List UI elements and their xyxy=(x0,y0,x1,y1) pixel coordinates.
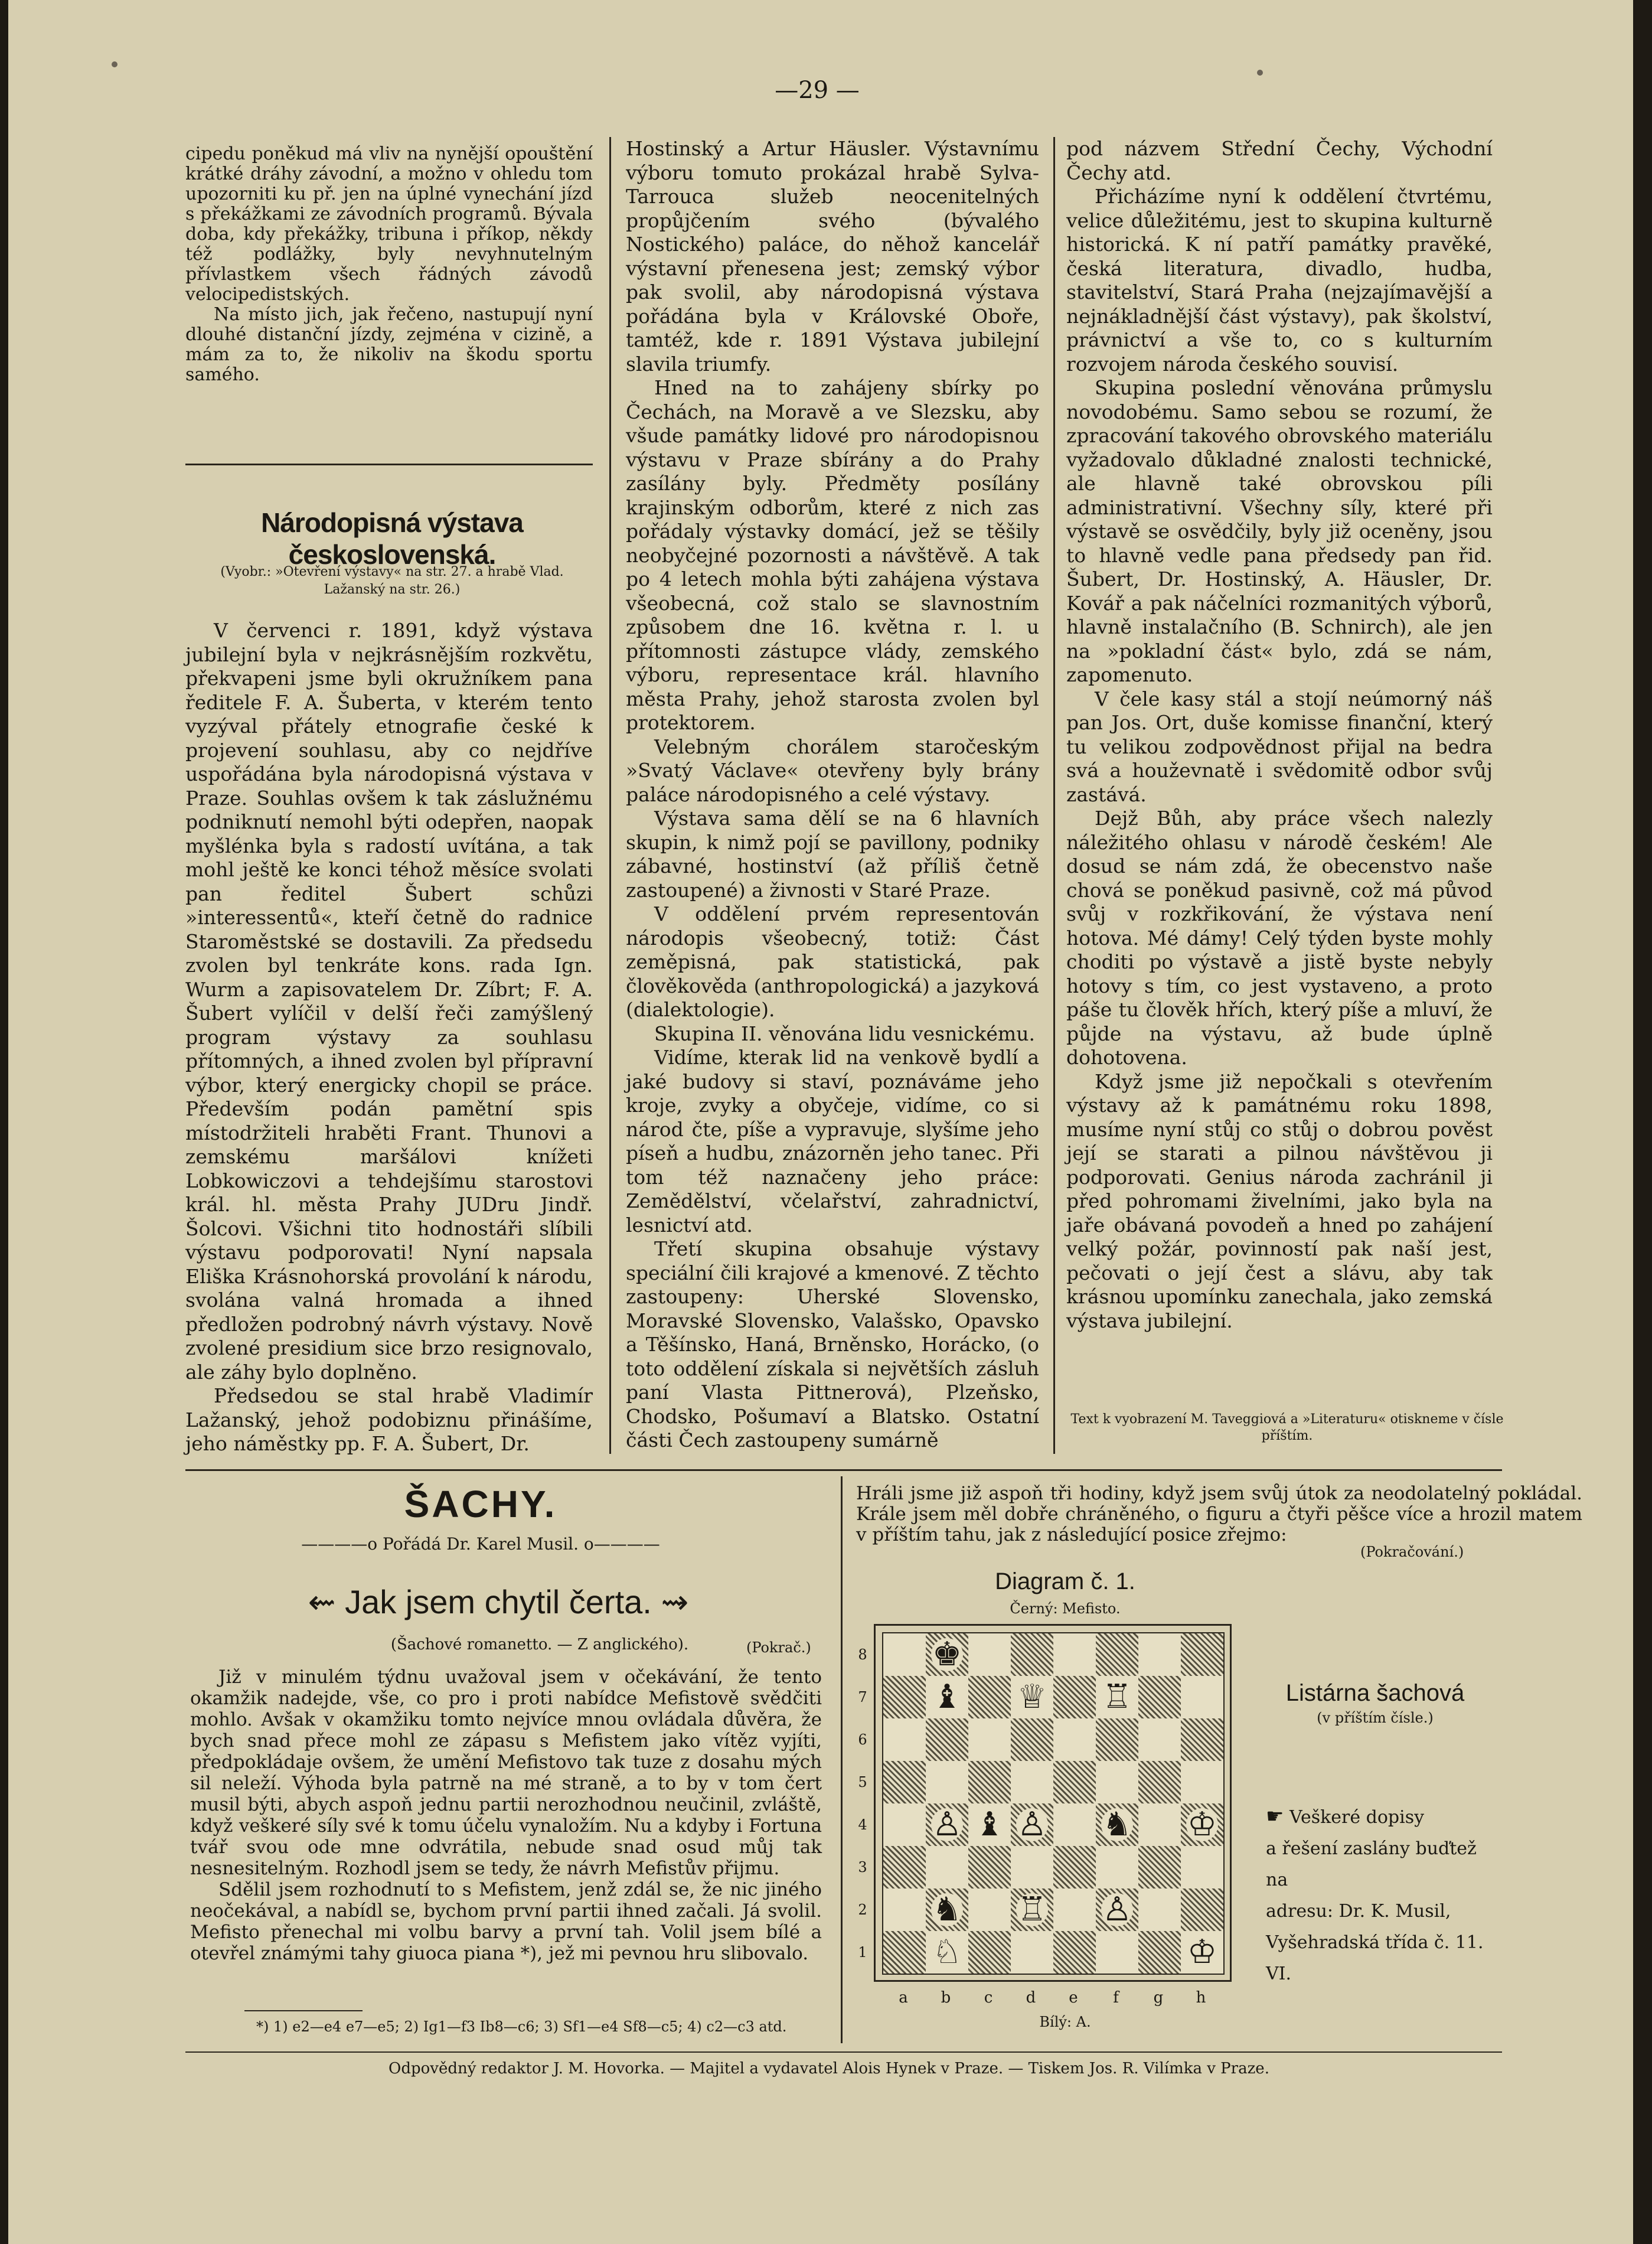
paragraph: Třetí skupina obsahuje výstavy speciální čili krajové a kmenové. Z těchto zastoupeny: Uherské Slovensko, Moravské Slovensko, Valašsko, Opavsko a Těšínsko, Haná, Brněnsko, Horácko, (o toto oddělení získala si největších zásluh paní Vlasta Pittnerová), Plzeňsko, Chodsko, Pošumaví a Blatsko. Ostatní části Čech zastoupeny sumárně xyxy=(626,1237,1039,1452)
board-square xyxy=(1181,1889,1223,1931)
chess-piece-icon: ♖ xyxy=(1017,1890,1047,1929)
file-label: b xyxy=(941,1989,951,2007)
board-square xyxy=(1138,1803,1181,1846)
board-square xyxy=(926,1931,968,1974)
board-square xyxy=(968,1676,1011,1718)
image-note: Text k vyobrazení M. Taveggiová a »Literaturu« otiskneme v čísle příštím. xyxy=(1070,1412,1504,1443)
story-subtitle: (Šachové romanetto. — Z anglického). xyxy=(390,1636,689,1653)
board-square xyxy=(883,1846,926,1889)
chess-piece-icon: ♔ xyxy=(1187,1805,1217,1844)
board-square xyxy=(1138,1889,1181,1931)
board-square xyxy=(883,1803,926,1846)
paragraph: Přicházíme nyní k oddělení čtvrtému, velice důležitému, jest to skupina kulturně historická. K ní patří památky pravěké, česká literatura, divadlo, hudba, stavitelství, Stará Praha (nejzajímavější a nejnákladnější část výstavy), pak školství, právnictví a vše to, co s kulturním rozvojem národa českého souvisí. xyxy=(1066,185,1493,376)
paragraph: V červenci r. 1891, když výstava jubilejní byla v nejkrásnějším rozkvětu, překvapeni jsme byli okružníkem pana ředitele F. A. Šuberta, v kterém tento vyzýval přátely etnografie české k projevení souhlasu, aby co nejdříve uspořádána byla národopisná výstava v Praze. Souhlas ovšem k tak záslužnému podniknutí nemohl býti odepřen, naopak myšlénka byla s radostí uvítána, a tak mohl ještě ke konci téhož měsíce svolati pan ředitel Šubert schůzi »interessentů«, kteří četně do radnice Staroměstské se dostavili. Za předsedu zvolen byl tenkráte kons. rada Ign. Wurm a zapisovatelem Dr. Zíbrt; F. A. Šubert vylíčil v delší řeči zamýšlený program výstavy za souhlasu přítomných, a ihned zvolen byl přípravní výbor, který energicky chopil se práce. Především podán pamětní spis místodržiteli hraběti Frant. Thunovi a zemskému maršálovi knížeti Lobkowiczovi a tehdejšímu starostovi král. hl. města Prahy JUDru Jindř. Šolcovi. Všichni tito hodnostáři slíbili výstavu podporovati! Nyní napsala Eliška Krásnohorská provolání k národu, svolána valná hromada a ihned předložen podrobný návrh výstavy. Nově zvolené presidium sice brzo resignovalo, ale záhy bylo doplněno. xyxy=(185,619,593,1384)
chess-piece-icon: ♝ xyxy=(974,1805,1005,1844)
paragraph: Výstava sama dělí se na 6 hlavních skupin, k nimž pojí se pavillony, podniky zábavné, hostinství (až příliš četně zastoupené) a živnosti v Staré Praze. xyxy=(626,807,1039,902)
file-label: c xyxy=(984,1989,993,2007)
chess-board xyxy=(882,1632,1225,1975)
file-label: d xyxy=(1026,1989,1036,2007)
column-rule xyxy=(1053,137,1055,1454)
board-square xyxy=(883,1889,926,1931)
paragraph: Hostinský a Artur Häusler. Výstavnímu výboru tomuto prokázal hrabě Sylva-Tarrouca služeb neocenitelných propůjčením svého (bývalého Nostického) paláce, do něhož kancelář výstavní přenesena jest; zemský výbor pak svolil, aby národopisná výstava pořádána byla v Královské Oboře, tamtéž, kde r. 1891 Výstava jubilejní slavila triumfy. xyxy=(626,137,1039,376)
chess-editor-line: ————o Pořádá Dr. Karel Musil. o———— xyxy=(301,1534,660,1554)
chess-piece-icon: ♙ xyxy=(1102,1890,1132,1929)
board-square xyxy=(883,1676,926,1718)
rank-label: 6 xyxy=(858,1731,867,1748)
board-square xyxy=(1053,1803,1096,1846)
board-square xyxy=(1138,1846,1181,1889)
board-square xyxy=(968,1889,1011,1931)
board-square xyxy=(1096,1931,1138,1974)
address-line: VI. xyxy=(1266,1964,1292,1984)
board-square xyxy=(1181,1761,1223,1803)
board-square xyxy=(1011,1931,1053,1974)
board-square xyxy=(883,1931,926,1974)
board-square xyxy=(1138,1633,1181,1676)
white-player-label: Bílý: A. xyxy=(1039,2014,1091,2030)
paragraph: pod názvem Střední Čechy, Východní Čechy atd. xyxy=(1066,137,1493,184)
section-divider xyxy=(185,1469,1502,1471)
chess-piece-icon: ♔ xyxy=(1187,1933,1217,1971)
board-square xyxy=(1053,1676,1096,1718)
page-number: —29 — xyxy=(775,77,860,104)
chess-piece-icon: ♞ xyxy=(1102,1805,1132,1844)
newspaper-page xyxy=(8,0,1633,2244)
paragraph: Předsedou se stal hrabě Vladimír Lažanský, jehož podobiznu přinášíme, jeho náměstky pp. F. A. Šubert, Dr. xyxy=(185,1384,593,1455)
black-player-label: Černý: Mefisto. xyxy=(1010,1600,1121,1617)
rank-label: 4 xyxy=(858,1816,867,1833)
paragraph: Na místo jich, jak řečeno, nastupují nyní dlouhé distanční jízdy, zejména v cizině, a mám za to, že nikoliv na škodu sportu samého. xyxy=(185,304,593,385)
address-line: adresu: Dr. K. Musil, xyxy=(1266,1901,1451,1922)
board-square xyxy=(1011,1633,1053,1676)
board-square xyxy=(1096,1633,1138,1676)
board-square xyxy=(1053,1633,1096,1676)
paragraph: cipedu poněkud má vliv na nynější opouštění krátké dráhy závodní, a možno v ohledu tom upozorniti ku př. jen na úplné vynechání jízd s překážkami ze závodních programů. Bývala doba, kdy překážky, tribuna i příkop, někdy též podlážky, byly nevyhnutelným přívlastkem všech řádných závodů velocipedistských. xyxy=(185,143,593,305)
chess-piece-icon: ♘ xyxy=(932,1933,962,1971)
column-rule xyxy=(841,1476,843,2043)
column-1-article xyxy=(185,619,593,1456)
diagram-title: Diagram č. 1. xyxy=(995,1568,1135,1594)
board-square xyxy=(968,1846,1011,1889)
board-square xyxy=(1138,1676,1181,1718)
board-square xyxy=(883,1761,926,1803)
board-square xyxy=(1053,1761,1096,1803)
board-square xyxy=(968,1931,1011,1974)
imprint-rule xyxy=(185,2051,1502,2053)
board-square xyxy=(1011,1846,1053,1889)
board-square xyxy=(1096,1761,1138,1803)
continued-marker: (Pokračování.) xyxy=(1360,1544,1464,1560)
board-square xyxy=(1053,1889,1096,1931)
board-square xyxy=(1011,1676,1053,1718)
rank-label: 1 xyxy=(858,1944,867,1961)
board-square xyxy=(1138,1718,1181,1761)
board-square xyxy=(1096,1676,1138,1718)
paragraph: Hned na to zahájeny sbírky po Čechách, na Moravě a ve Slezsku, aby všude památky lidové pro národopisnou výstavu v Praze sbírány a do Prahy zasílány byly. Předměty posílány krajinským odborům, které z nich zas pořádaly výstavky domácí, jež se těšily neobyčejné pozornosti a návštěvě. A tak po 4 letech mohla býti zahájena výstava všeobecná, což stalo se slavnostním způsobem dne 16. května r. l. u přítomnosti zástupce vlády, zemského výboru, representace král. hlavního města Prahy, jehož starosta zvolen byl protektorem. xyxy=(626,376,1039,734)
paragraph: V oddělení prvém representován národopis všeobecný, totiž: Část zeměpisná, pak statistická, pak člověkověda (anthropologická) a jazyková (dialektologie). xyxy=(626,902,1039,1021)
board-square xyxy=(926,1803,968,1846)
board-square xyxy=(1053,1846,1096,1889)
chess-mailbox-subtitle: (v příštím čísle.) xyxy=(1317,1710,1434,1726)
chess-piece-icon: ♙ xyxy=(932,1805,962,1844)
page-speck xyxy=(112,61,117,67)
paragraph: Již v minulém týdnu uvažoval jsem v očekávání, že tento okamžik nadejde, vše, co pro i proti nabídce Mefistově svědčiti mohlo. Avšak v okamžiku tomto nejvíce mnou ovládala důvěra, že bych snad přece mohl ze zápasu s Mefistem jako vítěz vyjíti, předpokládaje ovšem, že umění Mefistovo tak tuze z dosahu mých sil neleží. Výhoda byla patrně na mé straně, a to by v tom čert musil býti, abych aspoň jednu partii nerozhodnou neučinil, zvláště, když veškeré síly své k tomu účelu vynaložím. Nu a kdyby i Fortuna tvář svou ode mne odvrátila, nebude snad osud můj tak nesnesitelným. Rozhodl jsem se tedy, že návrh Mefistův přijmu. xyxy=(190,1666,822,1879)
board-square xyxy=(1181,1718,1223,1761)
board-square xyxy=(1096,1846,1138,1889)
board-square xyxy=(1181,1676,1223,1718)
board-square xyxy=(926,1676,968,1718)
board-square xyxy=(1181,1633,1223,1676)
chess-piece-icon: ♞ xyxy=(932,1890,962,1929)
paragraph: Skupina II. věnována lidu vesnickému. xyxy=(654,1022,1035,1045)
column-rule xyxy=(609,137,611,1454)
footnote: *) 1) e2—e4 e7—e5; 2) Ig1—f3 Ib8—c6; 3) Sf1—e4 Sf8—c5; 4) c2—c3 atd. xyxy=(256,2018,787,2035)
board-square xyxy=(1011,1803,1053,1846)
paragraph: Sdělil jsem rozhodnutí to s Mefistem, jenž zdál se, že nic jiného neočekával, a nabídl se, bychom první partii ihned začali. Já svolil. Mefisto přenechal mi volbu barvy a první tah. Volil jsem bílé a otevřel známými tahy giuoca piana *), jež mi pevnou hru slibovalo. xyxy=(190,1879,822,1964)
board-square xyxy=(1181,1931,1223,1974)
column-2-article xyxy=(626,137,1039,1453)
board-square xyxy=(926,1761,968,1803)
chess-piece-icon: ♖ xyxy=(1102,1678,1132,1716)
pointing-hand-icon: ☛ xyxy=(1266,1805,1284,1828)
chess-continuation-text: Hráli jsme již aspoň tři hodiny, když jsem svůj útok za neodolatelný pokládal. Krále jsem měl dobře chráněného, o figuru a čtyři pěšce více a hrozil matem v příštím tahu, jak z následující posice zřejmo: xyxy=(856,1483,1582,1545)
board-square xyxy=(1181,1846,1223,1889)
address-line: a řešení zaslány buďtež na xyxy=(1266,1838,1477,1890)
board-square xyxy=(1053,1718,1096,1761)
chess-mailbox-title: Listárna šachová xyxy=(1285,1680,1465,1706)
column-3-article xyxy=(1066,137,1493,1333)
file-label: f xyxy=(1113,1989,1119,2007)
board-square xyxy=(1011,1889,1053,1931)
address-line: Vyšehradská třída č. 11. xyxy=(1266,1932,1484,1953)
story-title: ⇜ Jak jsem chytil čerta. ⇝ xyxy=(308,1583,689,1620)
paragraph: Když jsme již nepočkali s otevřením výstavy až k památnému roku 1898, musíme nyní stůj co stůj o dobrou pověst její se starati a pilnou návštěvou ji podporovati. Genius národa zachránil ji před pohromami živelními, jako byla na jaře obávaná povodeň a hned po zahájení velký požár, povinností pak naší jest, pečovati o její čest a slávu, aby tak krásnou upomínku zanechala, jako zemská výstava jubilejní. xyxy=(1066,1069,1493,1332)
chess-story xyxy=(190,1666,822,1964)
board-square xyxy=(926,1889,968,1931)
board-square xyxy=(883,1718,926,1761)
column-divider xyxy=(185,464,593,465)
rank-label: 8 xyxy=(858,1646,867,1663)
board-square xyxy=(968,1633,1011,1676)
board-square xyxy=(1053,1931,1096,1974)
imprint-line: Odpovědný redaktor J. M. Hovorka. — Majitel a vydavatel Alois Hynek v Praze. — Tiskem Jos. R. Vilímka v Praze. xyxy=(388,2060,1269,2077)
board-square xyxy=(1096,1718,1138,1761)
chess-address-block xyxy=(1266,1801,1502,1989)
page-speck xyxy=(1257,70,1263,76)
footnote-rule xyxy=(244,2010,363,2011)
board-square xyxy=(1096,1889,1138,1931)
board-square xyxy=(1181,1803,1223,1846)
chess-piece-icon: ♙ xyxy=(1017,1805,1047,1844)
chess-piece-icon: ♝ xyxy=(932,1678,962,1716)
board-square xyxy=(1138,1931,1181,1974)
file-label: e xyxy=(1069,1989,1078,2007)
file-label: a xyxy=(899,1989,908,2007)
column-1-continuation xyxy=(185,144,593,385)
chess-piece-icon: ♚ xyxy=(932,1635,962,1674)
board-square xyxy=(926,1633,968,1676)
board-square xyxy=(1011,1718,1053,1761)
rank-label: 7 xyxy=(858,1689,867,1705)
file-label: h xyxy=(1196,1989,1206,2007)
board-square xyxy=(883,1633,926,1676)
rank-label: 2 xyxy=(858,1901,867,1918)
board-square xyxy=(926,1718,968,1761)
board-square xyxy=(926,1846,968,1889)
chess-piece-icon: ♕ xyxy=(1017,1678,1047,1716)
paragraph: Skupina poslední věnována průmyslu novodobému. Samo sebou se rozumí, že zpracování takového obrovského materiálu vyžadovalo důkladné znalosti technické, ale hlavně také obrovskou píli administrativní. Všechny síly, které při výstavě se osvědčily, byly již oceněny, jsou to hlavně vedle pana předsedy pan řid. Šubert, Dr. Hostinský, A. Häusler, Dr. Kovář a pak náčelníci rozmanitých výborů, hlavně instalačního (B. Schnirch), ale jen na »pokladní část« bylo, zdá se nám, zapomenuto. xyxy=(1066,376,1493,686)
address-line: ☛ Veškeré dopisy xyxy=(1266,1805,1425,1828)
section-caption: (Vyobr.: »Otevření výstavy« na str. 27. a hrabě Vlad. Lažanský na str. 26.) xyxy=(220,565,564,597)
paragraph: V čele kasy stál a stojí neúmorný náš pan Jos. Ort, duše komisse finanční, který tu velikou zodpovědnost přijal na bedra svá a houževnatě i svědomitě odbor svůj zastává. xyxy=(1066,687,1493,806)
file-label: g xyxy=(1153,1989,1164,2007)
board-square xyxy=(968,1718,1011,1761)
board-square xyxy=(968,1803,1011,1846)
section-title: Národopisná výstava československá. xyxy=(261,507,523,570)
board-square xyxy=(1138,1761,1181,1803)
chess-section-title: ŠACHY. xyxy=(404,1483,557,1525)
rank-label: 5 xyxy=(858,1774,867,1790)
rank-label: 3 xyxy=(858,1859,867,1876)
board-square xyxy=(1011,1761,1053,1803)
paragraph: Velebným chorálem staročeským »Svatý Václave« otevřeny byly brány paláce národopisného a celé výstavy. xyxy=(626,735,1039,806)
continued-marker: (Pokrač.) xyxy=(746,1639,811,1656)
paragraph: Dejž Bůh, aby práce všech nalezly náležitého ohlasu v národě českém! Ale dosud se nám zdá, že obecenstvo naše chová se poněkud pasivně, což má původ svůj v rozkřikování, že výstava není hotova. Mé dámy! Celý týden byste mohly choditi po výstavě a jistě byste nebyly hotovy s tím, co jest vystaveno, a proto páše tu člověk hřích, který píše a mluví, že půjde na výstavu, až bude úplně dohotovena. xyxy=(1066,807,1493,1069)
board-square xyxy=(1096,1803,1138,1846)
paragraph: Vidíme, kterak lid na venkově bydlí a jaké budovy si staví, poznáváme jeho kroje, zvyky a obyčeje, vidíme, co si národ čte, píše a vypravuje, slyšíme jeho píseň a hudbu, znázorněn jeho tanec. Při tom též naznačeny jeho práce: Zemědělství, včelařství, zahradnictví, lesnictví atd. xyxy=(626,1046,1039,1237)
board-square xyxy=(968,1761,1011,1803)
